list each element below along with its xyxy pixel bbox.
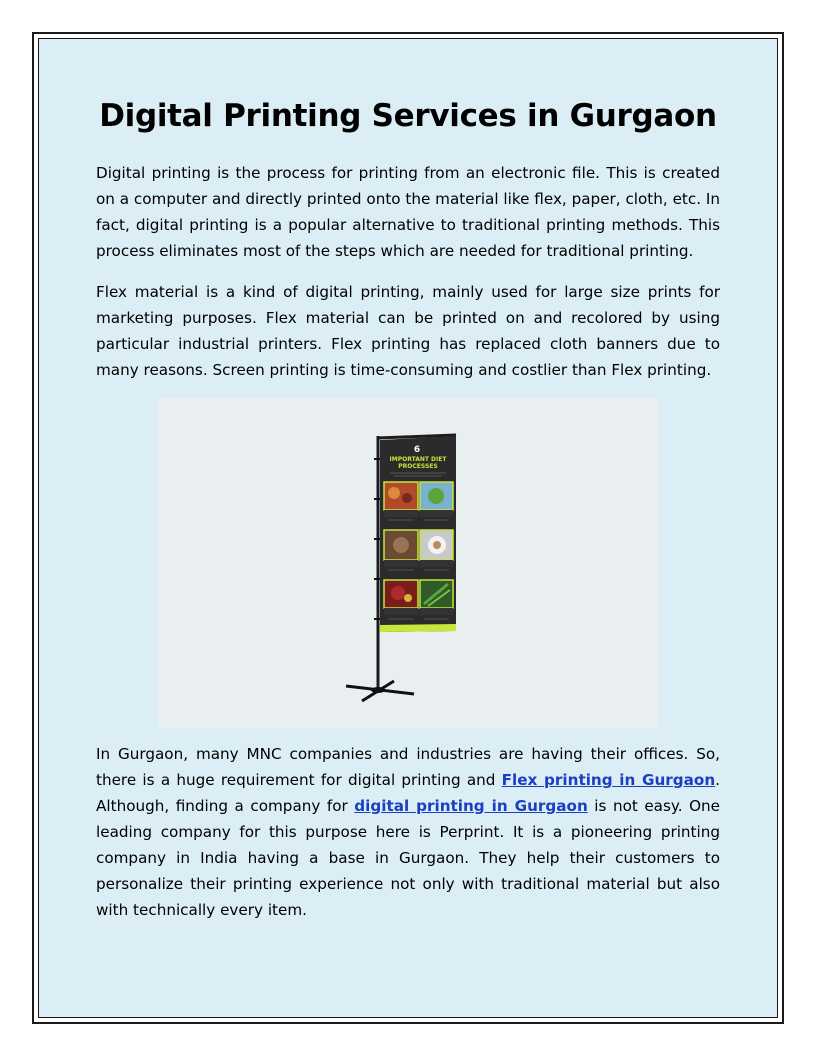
document-title: Digital Printing Services in Gurgaon [99, 98, 717, 134]
paragraph-gurgaon-text-2: . Although, finding a company for [96, 771, 720, 815]
flex-printing-gurgaon-link[interactable]: Flex printing in Gurgaon [501, 771, 716, 789]
banner-stand-image [158, 398, 659, 728]
digital-printing-gurgaon-link[interactable]: digital printing in Gurgaon [354, 797, 588, 815]
paragraph-flex-material: Flex material is a kind of digital printing, mainly used for large size prints for marketing purposes. Flex material can be printed on and recolored by using particular industrial printers. Flex printing has replaced cloth banners due to many reasons. Screen printing is time-consuming and costlier than Flex printing. [96, 283, 720, 379]
banner-print [374, 436, 456, 632]
banner-number: 6 [413, 445, 421, 455]
paragraph-gurgaon [96, 741, 720, 923]
paragraph-gurgaon-text-3: is not easy. One leading company for this purpose here is Perprint. It is a pioneering printing company in India having a base in Gurgaon. They help their customers to personalize their printing experience not only with traditional material but also with technically every item. [96, 797, 720, 919]
paragraph-gurgaon-text-1: In Gurgaon, many MNC companies and industries are having their offices. So, there is a huge requirement for digital printing and [96, 745, 720, 789]
paragraph-intro: Digital printing is the process for printing from an electronic file. This is created on a computer and directly printed onto the material like flex, paper, cloth, etc. In fact, digital printing is a popular alternative to traditional printing methods. This process eliminates most of the steps which are needed for traditional printing. [96, 164, 720, 260]
banner-heading-line1: IMPORTANT DIET [389, 456, 447, 463]
banner-stand-base [346, 681, 414, 701]
banner-heading-line2: PROCESSES [398, 463, 438, 470]
